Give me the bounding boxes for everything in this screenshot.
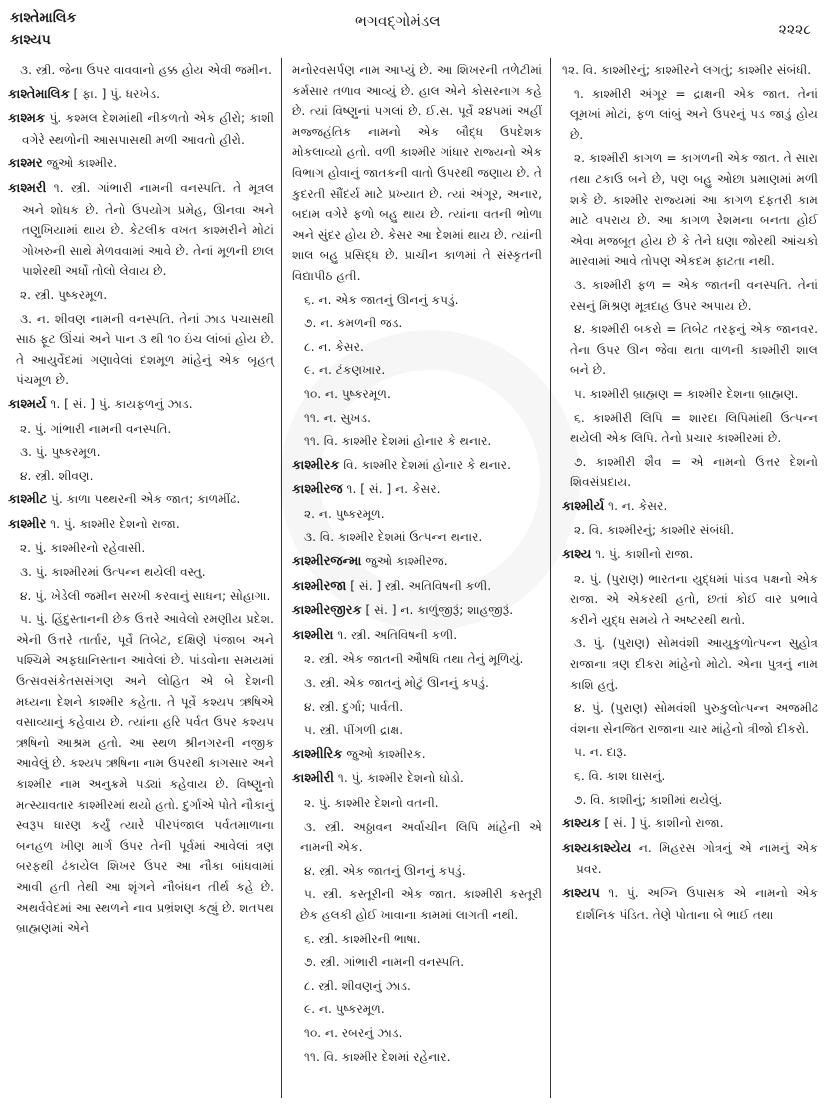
entry-sense (292, 929, 542, 950)
definition-text: ૧. પું. કાશ્મીર દેશનો ઘોડો. (337, 771, 464, 786)
headword: કાશ્મીર (8, 516, 47, 532)
entry-sense (292, 1047, 542, 1068)
definition-text: ૧૦. ન. રબરનું ઝાડ. (304, 1025, 403, 1040)
entry-sense (292, 290, 542, 311)
headword: કાશ્મીરજીરક (292, 603, 362, 619)
definition-text: ૧૧. વિ. કાશ્મીર દેશમાં હોનાર કે થનાર. (304, 434, 492, 449)
entry-sense (562, 766, 818, 787)
dictionary-entry (292, 576, 542, 598)
dictionary-entry (292, 768, 542, 790)
entry-sense (562, 84, 818, 146)
entry-sense (8, 562, 274, 583)
entry-sense (8, 586, 274, 607)
definition-text: ૩. ન. શીવણ નામની વનસ્પતિ. તેનાં ઝાડ પચાસથી સાઠ ફૂટ ઊંચાં અને પાન ૩ થી ૧૦ ઇંચ લાંબાં હોય છે. તે આયુર્વેદમાં ગણાવેલાં દશમૂળ માંહેનું એક બૃહત્ પંચમૂળ છે. (16, 311, 274, 388)
dictionary-entry (8, 514, 274, 536)
entry-sense (8, 285, 274, 306)
definition-text: ૧. પું. કાશીનો રાજા. (595, 547, 694, 562)
headword: કાશ્મીરક (292, 457, 340, 473)
dictionary-entry (8, 394, 274, 416)
definition-text: ૮. સ્ત્રી. શીવણનું ઝાડ. (304, 978, 411, 993)
headword: કાશ્તેમાલિક (8, 86, 70, 102)
definition-text: ૬. સ્ત્રી. કાશ્મીરની ભાષા. (304, 931, 421, 946)
definition-text: ૧. પું. કાશ્મીર દેશનો રાજા. (50, 516, 180, 531)
definition-text: જુઓ કાશ્મીરજ. (365, 554, 448, 569)
dictionary-entry (292, 600, 542, 622)
dictionary-entry (562, 883, 818, 925)
definition-text: ૭. કાશ્મીરી શૈવ = એ નામનો ઉત્તર દેશનો શિવસંપ્રદાય. (570, 454, 818, 490)
definition-text: ૭. સ્ત્રી. ગાંભારી નામની વનસ્પતિ. (304, 955, 465, 970)
definition-text: જુઓ કાશ્મીર. (46, 156, 118, 171)
headword: કાશ્મીરા (292, 627, 334, 643)
entry-sense (562, 633, 818, 695)
book-title: ભગવદ્ગોમંડલ (355, 12, 441, 30)
guide-word-last: કાશ્યપ (10, 32, 51, 48)
headword: કાશ્મર્ય (8, 396, 47, 412)
dictionary-entry (292, 479, 542, 501)
entry-sense (8, 609, 274, 939)
entry-sense (562, 790, 818, 811)
definition-text: ૨. સ્ત્રી. પુષ્કરમૂળ. (20, 287, 108, 302)
dictionary-entry (8, 489, 274, 511)
headword: કાશ્મીરજા (292, 578, 347, 594)
entry-sense (8, 419, 274, 440)
headword: કાશ્મરી (8, 180, 47, 196)
definition-text: ૪. પું. (પુરાણ) સોમવંશી પુરુકુલોત્પન્ન અજમીઢ વંશના સેનજિત રાજાના ચાર માંહેનો ત્રીજો દીકરો. (570, 701, 818, 736)
entry-sense (292, 360, 542, 381)
entry-sense (562, 569, 818, 631)
dictionary-entry (562, 838, 818, 880)
entry-sense (292, 720, 542, 741)
headword: કાશ્મીર્ય (562, 498, 605, 514)
definition-text: ૨. પું. (પુરાણ) ભારતના યુદ્ધમાં પાંડવ પક્ષનો એક રાજા. એ એકરથી હતો, છતાં કોઈ વાર પ્રભાવે કરીને યુદ્ધ સમયે તે અષ્ટરથી થતો. (570, 571, 818, 627)
entry-sense (292, 952, 542, 973)
definition-text: ૧૧. વિ. કાશ્મીર દેશમાં રહેનાર. (304, 1049, 451, 1064)
definition-text: ૩. સ્ત્રી. જેના ઉપર વાવવાનો હક્ક હોય એવી જમીન. (20, 63, 272, 77)
entry-sense (292, 649, 542, 670)
dictionary-entry (292, 455, 542, 477)
entry-sense (8, 309, 274, 391)
entry-sense (292, 313, 542, 334)
page-number: ૨૨૨૮ (778, 22, 811, 38)
definition-text: ન. મિહરસ ગોત્રનું એ નામનું એક પ્રવર. (576, 840, 819, 877)
definition-text: ૩. વિ. કાશ્મીર દેશમાં ઉત્પન્ન થનાર. (304, 530, 483, 545)
definition-text: જુઓ કાશ્મીરક. (346, 746, 426, 761)
definition-text: ૨. વિ. કાશ્મીરનું; કાશ્મીર સંબંધી. (574, 523, 735, 538)
entry-sense (292, 60, 542, 287)
definition-text: પું. કશ્મલ દેશમાંથી નીકળતો એક હીરો; કાશી વગેરે સ્થળોની આસપાસથી મળી આવતો હીરો. (22, 111, 274, 147)
headword: કાશ્ય (562, 547, 592, 563)
entry-sense (292, 861, 542, 882)
entry-sense (562, 148, 818, 272)
definition-text: ૧. સ્ત્રી. ગાંભારી નામની વનસ્પતિ. તે મૂત્રલ અને શોધક છે. તેનો ઉપયોગ પ્રમેહ, ઊનવા અને તણુખિયામાં થાય છે. કેટલીક વખત કાશ્મરીને મોટાં ગોખરુની સાથે મેળવવામાં આવે છે. તેનાં મૂળની છાલ પાશેરથી અર્ધો તોલો લેવાય છે. (22, 180, 275, 279)
definition-text: ૭. ન. કમળની જડ. (304, 316, 403, 331)
definition-text: [ સં. ] સ્ત્રી. અતિવિષની કળી. (350, 578, 492, 593)
entry-sense (292, 976, 542, 997)
entry-sense (292, 793, 542, 814)
definition-text: ૪. કાશ્મીરી બકરો = તિબેટ તરફનું એક જાનવર. તેના ઉપર ઊન જેવા થતા વાળની કાશ્મીરી શાલ બને છે. (570, 322, 818, 378)
definition-text: [ ફા. ] પું. ધરખેડ. (73, 86, 161, 101)
definition-text: મનોરવસર્પણ નામ આપ્યું છે. આ શિખરની તળેટીમાં કર્મસાર તળાવ આવ્યું છે. હાલ એને કોસરનાગ કહે છે. ત્યાં વિષ્ણુનાં પગલાં છે. ઈ.સ. પૂર્વે ૨૪૫માં અહીં મજ્જહંતિક નામનો એક બૌદ્ધ ઉપદેશક મોકલાવ્યો હતો. વળી કાશ્મીર ગાંધાર રાજ્યનો એક વિભાગ હોવાનું જાતકની વાતો ઉપરથી જણાય છે. તે કુદરતી સૌંદર્ય માટે પ્રખ્યાત છે. ત્યાં અંગૂર, અનાર, બદામ વગેરે ફળો બહુ થાય છે. ત્યાંના વતની ભોળા અને સુંદર હોય છે. કેસર આ દેશમાં થાય છે. ત્યાંની શાલ બહુ પ્રસિદ્ધ છે. પ્રાચીન કાળમાં તે સંસ્કૃતની વિદ્યાપીઠ હતી. (292, 63, 542, 283)
definition-text: ૧. [ સં. ] ન. કેસર. (346, 482, 441, 497)
entry-sense (292, 697, 542, 718)
definition-text: ૬. વિ. કાશ ઘાસનું. (574, 769, 666, 783)
headword: કાશ્મર (8, 156, 43, 172)
entry-sense (292, 408, 542, 429)
entry-sense (292, 384, 542, 405)
definition-text: ૮. ન. કેસર. (304, 339, 364, 354)
entry-sense (292, 1023, 542, 1044)
headword: કાશ્યપ (562, 885, 600, 901)
entry-sense (292, 527, 542, 548)
definition-text: ૬. કાશ્મીરી લિપિ = શારદા લિપિમાંથી ઉત્પન્ન થયેલી એક લિપિ. તેનો પ્રચાર કાશ્મીરમાં છે. (570, 410, 818, 446)
dictionary-entry (292, 625, 542, 647)
definition-text: ૩. પું. (પુરાણ) સોમવંશી આયુકુળોત્પન્ન સુહોત્ર રાજાના ત્રણ દીકરા માંહેનો મોટો. એના પુત્રનું નામ કાશિ હતું. (570, 636, 818, 692)
definition-text: [ સં. ] પું. કાશીનો રાજા. (604, 816, 724, 831)
headword: કાશ્મીરિક (292, 746, 343, 762)
entry-sense (292, 504, 542, 525)
definition-text: ૨. કાશ્મીરી કાગળ = કાગળની એક જાત. તે સારા તથા ટકાઉ બને છે, પણ બહુ ઓછા પ્રમાણમાં મળી શકે છે. કાશ્મીર રાજ્યમાં આ કાગળ દફતરી કામ માટે વપરાય છે. આ કાગળ રેશમના બનતા હોઈ એવા મજબૂત હોય છે કે તેને ઘણા જોરથી આંચકો મારવામાં આવે તોપણ એકદમ ફાટતા નથી. (570, 151, 818, 269)
column-1 (8, 60, 274, 942)
definition-text: ૪. સ્ત્રી. શીવણ. (20, 468, 94, 483)
dictionary-entry (292, 551, 542, 573)
entry-sense (562, 408, 818, 449)
dictionary-entry (562, 813, 818, 835)
entry-sense (562, 319, 818, 381)
definition-text: ૯. ન. ટંકણખાર. (304, 363, 386, 378)
definition-text: ૭. વિ. કાશીનું; કાશીમાં થયેલું. (574, 792, 723, 807)
entry-sense (562, 452, 818, 493)
definition-text: ૧૨. વિ. કાશ્મીરનું; કાશ્મીરને લગતું; કાશ્મીર સંબંધી. (562, 63, 812, 77)
definition-text: ૧. ન. કેસર. (608, 498, 668, 513)
entry-sense (8, 538, 274, 559)
column-divider (281, 58, 282, 1098)
definition-text: ૪. સ્ત્રી. એક જાતનું ઊનનું કપડું. (304, 863, 466, 878)
dictionary-entry (562, 496, 818, 518)
definition-text: ૧. પું. અગ્નિ ઉપાસક એ નામનો એક દાર્શનિક પંડિત. તેણે પોતાના બે ભાઈ તથા (576, 885, 818, 922)
dictionary-entry (8, 178, 274, 282)
definition-text: ૫. સ્ત્રી. પીંગળી દ્રાક્ષ. (304, 723, 404, 738)
definition-text: ૨. સ્ત્રી. એક જાતની ઔષધિ તથા તેનું મૂળિયું. (304, 652, 524, 667)
definition-text: ૪. સ્ત્રી. દુર્ગા; પાર્વતી. (304, 699, 404, 714)
entry-sense (292, 884, 542, 925)
headword: કાશ્મીરજન્મા (292, 554, 362, 570)
definition-text: પું. કાળા પથ્થરની એક જાત; કાળમીંઢ. (51, 492, 241, 507)
entry-sense (8, 466, 274, 487)
column-divider (550, 58, 551, 1098)
entry-sense (292, 673, 542, 694)
definition-text: ૫. પું. હિંદુસ્તાનની છેક ઉત્તરે આવેલો રમણીય પ્રદેશ. એની ઉત્તરે તાર્તાર, પૂર્વે તિબેટ, દક્ષિણે પંજાબ અને પશ્ચિમે અફઘાનિસ્તાન આવેલાં છે. પાંડવોના સમયમાં ઉત્સવસંકેતસસંગણ અને લોહિત એ બે દેશની મધ્યના દેશને કાશ્મીર કહેતા. તે પૂર્વે કશ્યપ ઋષિએ વસાવ્યાનું કહેવાય છે. ત્યાંના હરિ પર્વત ઉપર કશ્યપ ઋષિનો આશ્રમ હતો. આ સ્થળ શ્રીનગરની નજીક આવેલું છે. કશ્યપ ઋષિના નામ ઉપરથી કાગસાર અને કાશ્મીર નામ અનુક્રમે પડ્યાં કહેવાય છે. વિષ્ણુનો મત્સ્યાવતાર કાશ્મીરમાં થયો હતો. દુર્ગાએ પોતે નૌકાનું સ્વરૂપ ધારણ કર્યું ત્યારે પીરપંજાલ પર્વતમાળાના બનહળ ખીણ માર્ગ ઉપર તેની પૂર્વમાં આવેલાં ત્રણ બરફથી ઢંકાયેલ શિખર ઉપર આ નૌકા બાંધવામાં આવી હતી તેથી આ શૃંગને નૌબંધન તીર્થ કહે છે. અથર્વવેદમાં આ સ્થળને નાવ પ્રભ્રંશણ કહ્યું છે. શતપથ બ્રાહ્મણમાં એને (16, 612, 274, 936)
column-3 (562, 60, 818, 928)
definition-text: ૩. સ્ત્રી. એક જાતનું મોટું ઊનનું કપડું. (304, 676, 489, 691)
entry-sense (292, 999, 542, 1020)
entry-sense (562, 742, 818, 763)
definition-text: ૩. સ્ત્રી. અઠ્ઠાવન અર્વાચીન લિપિ માંહેની એ નામની એક. (300, 819, 542, 855)
headword: કાશ્મક (8, 111, 46, 127)
dictionary-entry (8, 84, 274, 106)
entry-sense (562, 698, 818, 739)
entry-sense (562, 275, 818, 316)
definition-text: ૧. સ્ત્રી. અતિવિષની કળી. (337, 627, 458, 642)
definition-text: ૧૦. ન. પુષ્કરમૂળ. (304, 386, 391, 401)
definition-text: ૧૧. ન. સુખડ. (304, 410, 371, 425)
entry-sense (562, 60, 818, 81)
definition-text: ૨. પું. ગાંભારી નામની વનસ્પતિ. (20, 421, 172, 436)
entry-sense (562, 384, 818, 405)
column-2 (292, 60, 542, 1070)
definition-text: ૨. ન. પુષ્કરમૂળ. (304, 506, 385, 521)
entry-sense (292, 337, 542, 358)
dictionary-entry (562, 544, 818, 566)
definition-text: ૫. કાશ્મીરી બ્રાહ્મણ = કાશ્મીર દેશના બ્રાહ્મણ. (574, 386, 799, 401)
headword: કાશ્યક (562, 816, 601, 832)
entry-sense (8, 60, 274, 81)
headword: કાશ્યકાશ્યેય (562, 840, 632, 856)
entry-sense (292, 817, 542, 858)
definition-text: ૪. પું. ખેડેલી જમીન સરખી કરવાનું સાધન; સોહાગા. (20, 588, 271, 603)
definition-text: ૧. [ સં. ] પું. કાયફળનું ઝાડ. (50, 396, 193, 411)
dictionary-entry (8, 108, 274, 150)
headword: કાશ્મીટ (8, 492, 48, 508)
definition-text: ૩. પું. પુષ્કરમૂળ. (20, 445, 101, 460)
definition-text: ૧. કાશ્મીરી અંગૂર = દ્રાક્ષની એક જાત. તેનાં લૂમખાં મોટાં, ફળ લાંબું અને ઉપરનું પડ જાડું હોય છે. (570, 86, 818, 142)
definition-text: ૫. ન. દારૂ. (574, 745, 627, 760)
headword: કાશ્મીરજ (292, 482, 343, 498)
definition-text: ૨. પું. કાશ્મીર દેશનો વતની. (304, 796, 439, 810)
entry-sense (562, 520, 818, 541)
definition-text: વિ. કાશ્મીર દેશમાં હોનાર કે થનાર. (343, 457, 511, 472)
definition-text: ૯. ન. પુષ્કરમૂળ. (304, 1002, 385, 1017)
guide-word-first: કાશ્તેમાલિક (10, 10, 77, 26)
definition-text: ૫. સ્ત્રી. કસ્તૂરીની એક જાત. કાશ્મીરી કસ્તૂરી છેક હલકી હોઈ ખાવાના કામમાં લાગતી નથી. (300, 887, 542, 922)
definition-text: ૩. પું. કાશ્મીરમાં ઉત્પન્ન થયેલી વસ્તુ. (20, 565, 206, 580)
dictionary-entry (292, 744, 542, 766)
entry-sense (8, 442, 274, 463)
definition-text: [ સં. ] ન. કાળુંજીરૂં; શાહજીરૂં. (365, 603, 514, 618)
definition-text: ૩. કાશ્મીરી ફળ = એક જાતની વનસ્પતિ. તેનાં રસનું મિશ્રણ મૂત્રદાહ ઉપર અપાય છે. (570, 277, 818, 313)
entry-sense (292, 431, 542, 452)
definition-text: ૨. પું. કાશ્મીરનો રહેવાસી. (20, 541, 146, 556)
headword: કાશ્મીરી (292, 771, 335, 787)
dictionary-entry (8, 153, 274, 175)
definition-text: ૬. ન. એક જાતનું ઊનનું કપડું. (304, 292, 459, 307)
